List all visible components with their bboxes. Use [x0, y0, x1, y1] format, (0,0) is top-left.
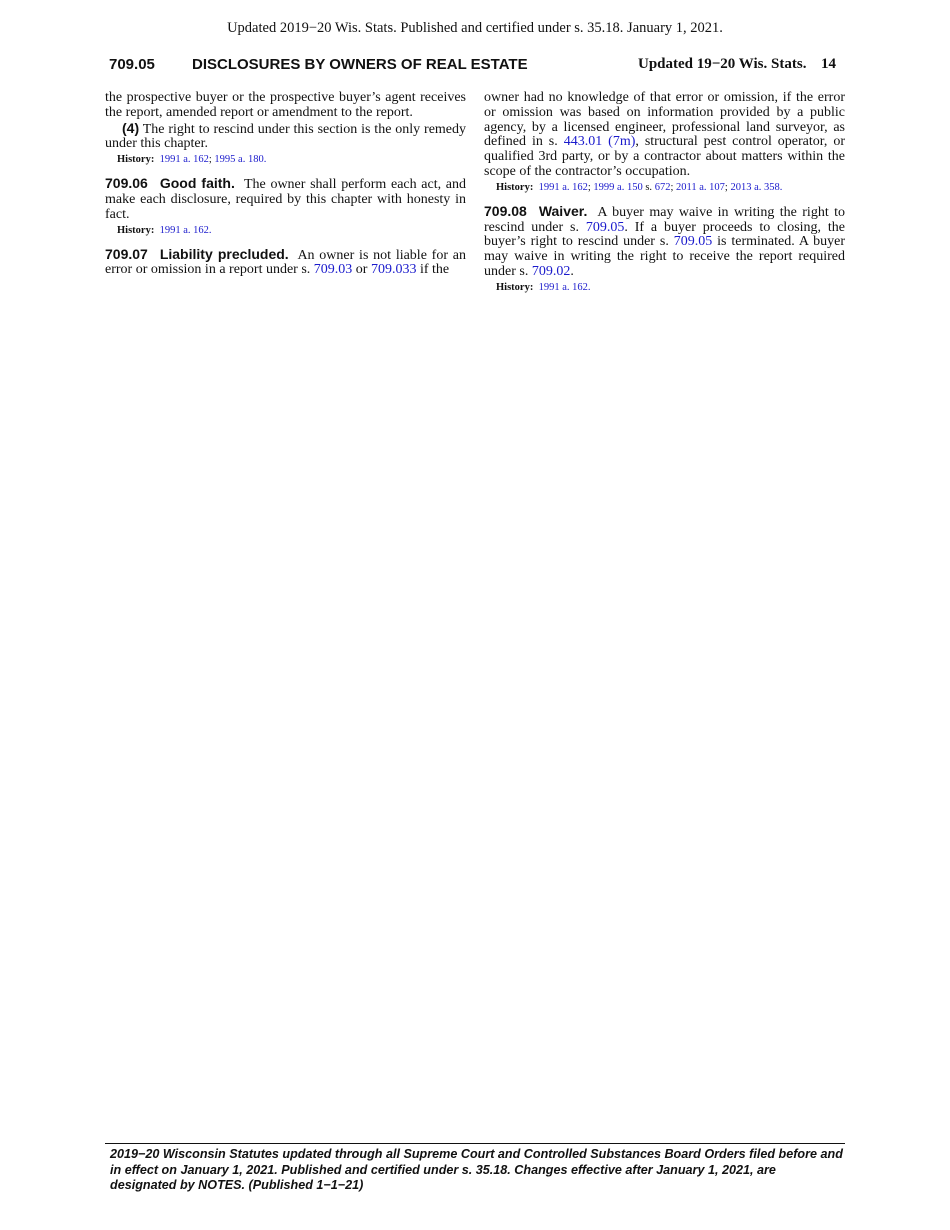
history-label: History:	[117, 154, 155, 166]
continued-text	[484, 91, 845, 180]
page-number: 14	[821, 56, 836, 72]
section-text: if the	[419, 262, 450, 278]
statute-link[interactable]: 709.05	[673, 234, 713, 250]
history-note	[496, 281, 845, 294]
section-text: or	[355, 262, 368, 278]
history-note: History: 1991 a. 162; 1999 a. 150 s. 672; 2011 a. 107; 2013 a. 358.	[496, 181, 783, 193]
section-number: 709.06	[105, 175, 148, 192]
section-text: A buyer may waive in writing the right to rescind under s.	[484, 204, 845, 235]
section-title: Good faith.	[159, 175, 235, 192]
running-head	[109, 56, 836, 76]
history-note	[117, 224, 466, 237]
section-title: Waiver.	[538, 202, 588, 219]
history-note	[117, 153, 466, 166]
section-text: is terminated. A buyer may waive in writing the right to receive the report required under s.	[484, 234, 845, 279]
statute-link[interactable]: 709.03	[313, 262, 353, 278]
section-text: owner had no knowledge of that error or omission, if the error or omission was based on information provided by a public agency, by a licensed engineer, professional land surveyor, as defined in s.	[484, 90, 845, 150]
header-edition: Updated 19−20 Wis. Stats.	[638, 56, 807, 72]
statute-link[interactable]: 709.02	[531, 263, 571, 279]
header-section-number: 709.05	[109, 56, 155, 73]
statute-link[interactable]: 709.033	[370, 262, 417, 278]
left-column	[105, 91, 466, 278]
history-link[interactable]: 1991 a. 162.	[538, 281, 591, 293]
section-709-07	[105, 247, 466, 279]
section-text: , structural pest control operator, or qualified 3rd party, or by a contractor about matters within the scope of the contractor’s occupation.	[484, 134, 846, 179]
section-709-08	[484, 204, 845, 280]
section-709-06	[105, 176, 466, 222]
history-link[interactable]: 672	[654, 181, 671, 193]
history-link[interactable]: 1995 a. 180	[214, 154, 264, 166]
section-number: 709.07	[105, 245, 148, 262]
continued-text	[105, 91, 466, 121]
page-banner: Updated 2019−20 Wis. Stats. Published and certified under s. 35.18. January 1, 2021.	[227, 20, 723, 36]
section-title: Liability precluded.	[159, 245, 289, 262]
history-label: History:	[117, 224, 155, 236]
section-text: . If a buyer proceeds to closing, the buyer’s right to rescind under s.	[484, 219, 845, 250]
history-label: History:	[496, 281, 534, 293]
section-text: An owner is not liable for an error or omission in a report under s.	[105, 247, 466, 278]
subsection-number: (4)	[122, 119, 140, 136]
subsection-text: The right to rescind under this section is the only remedy under this chapter.	[105, 121, 467, 152]
history-label: History:	[496, 181, 534, 193]
history-link[interactable]: 1999 a. 150	[593, 181, 643, 193]
history-separator: s.	[642, 181, 655, 193]
continued-text-body: the prospective buyer or the prospective buyer’s agent receives the report, amended report or amendment to the report.	[105, 90, 466, 120]
section-number: 709.08	[484, 202, 527, 219]
statute-link[interactable]: 443.01 (7m)	[563, 134, 636, 150]
history-end: .	[263, 154, 267, 166]
footer-note: 2019−20 Wisconsin Statutes updated through all Supreme Court and Controlled Substances Board Orders filed before and in effect on January 1, 2021. Published and certified under s. 35.18. Changes effective after January 1, 2021, are designated by NOTES. (Published 1−1−21)	[110, 1147, 843, 1192]
history-link[interactable]: 1991 a. 162	[538, 181, 588, 193]
history-link[interactable]: 2011 a. 107	[675, 181, 725, 193]
history-link[interactable]: 2013 a. 358	[730, 181, 780, 193]
statute-link[interactable]: 709.05	[585, 219, 625, 235]
section-text: .	[570, 263, 574, 279]
subsection-4	[105, 121, 466, 153]
history-separator: ;	[208, 154, 215, 166]
history-link[interactable]: 1991 a. 162.	[159, 224, 212, 236]
section-text: The owner shall perform each act, and make each disclosure, required by this chapter with honesty in fact.	[105, 177, 466, 222]
history-link[interactable]: 1991 a. 162	[159, 154, 209, 166]
right-column	[484, 91, 845, 294]
page-footer	[105, 1143, 845, 1194]
header-chapter-title: DISCLOSURES BY OWNERS OF REAL ESTATE	[192, 56, 528, 73]
